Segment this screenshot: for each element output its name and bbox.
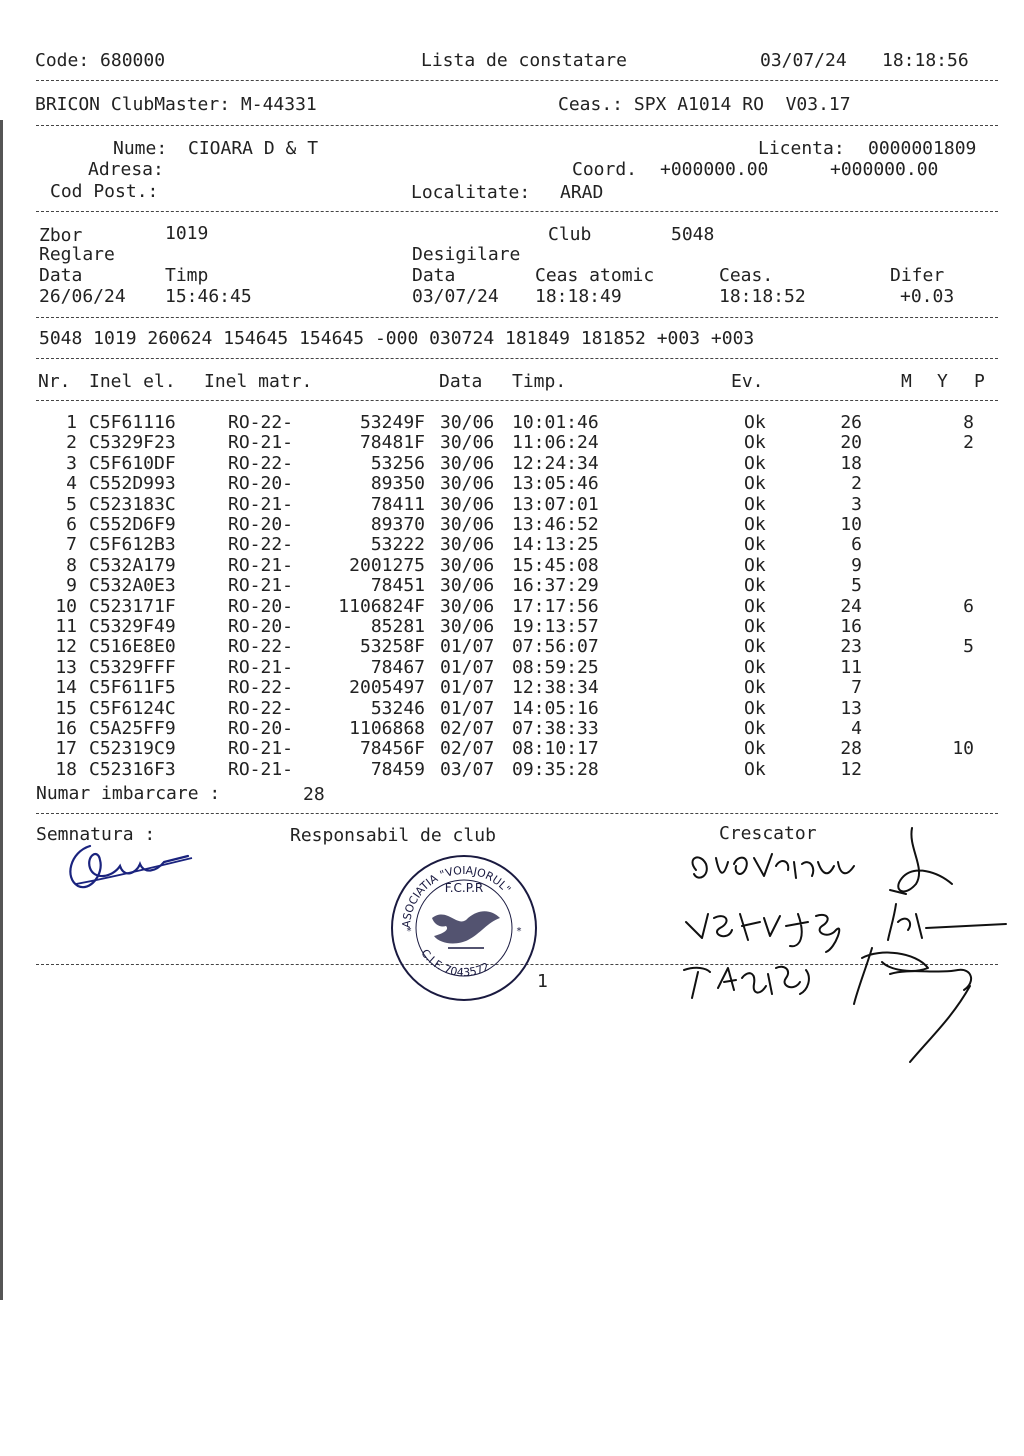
row-date: 30/06	[440, 452, 495, 474]
svg-text:C.I.F. 7043572	[418, 947, 491, 979]
coord-label: Coord.	[572, 159, 638, 180]
row-ring-number: 78459	[370, 758, 425, 780]
row-nr: 15	[55, 697, 77, 719]
localitate-value: ARAD	[560, 182, 604, 203]
ceas-atomic-label: Ceas atomic	[535, 265, 655, 286]
row-ev: Ok	[744, 554, 766, 576]
stamp-top-text: ASOCIATIA "VOIAJORUL"	[399, 863, 514, 929]
row-ring-prefix: RO-20-	[228, 514, 294, 535]
row-m: 26	[840, 412, 862, 433]
row-date: 30/06	[440, 432, 495, 454]
row-date: 30/06	[440, 616, 495, 637]
row-ring-prefix: RO-21-	[228, 738, 294, 760]
row-ring-number: 53249F	[359, 412, 425, 433]
row-nr: 16	[55, 718, 77, 739]
desig-data: 03/07/24	[412, 286, 499, 307]
row-m: 20	[840, 432, 862, 454]
row-ring-prefix: RO-22-	[228, 636, 294, 658]
col-header-nr: Nr.	[38, 371, 71, 392]
coord-y: +000000.00	[830, 159, 939, 180]
row-ev: Ok	[744, 656, 766, 678]
row-ev: Ok	[744, 677, 766, 699]
row-m: 9	[851, 554, 862, 576]
row-m: 24	[840, 595, 862, 617]
zbor-value: 1019	[165, 223, 209, 244]
row-inel-el: C523171F	[89, 595, 176, 617]
row-date: 30/06	[440, 473, 495, 495]
licence-number: 0000001809	[868, 138, 977, 159]
row-date: 03/07	[440, 758, 495, 780]
row-inel-el: C523183C	[89, 493, 176, 515]
row-ring-prefix: RO-21-	[228, 575, 294, 597]
row-ring-number: 2001275	[349, 554, 425, 576]
row-time: 17:17:56	[512, 595, 599, 617]
row-date: 30/06	[440, 554, 495, 576]
row-ev: Ok	[744, 636, 766, 658]
ceas-atomic-value: 18:18:49	[535, 286, 622, 307]
row-ring-number: 78467	[370, 656, 425, 678]
row-date: 30/06	[440, 575, 495, 597]
row-nr: 5	[66, 493, 77, 515]
row-ring-prefix: RO-21-	[228, 493, 294, 515]
row-ring-number: 2005497	[349, 677, 425, 699]
row-ev: Ok	[744, 575, 766, 597]
row-nr: 1	[66, 412, 77, 433]
row-m: 2	[851, 473, 862, 495]
row-inel-el: C552D6F9	[89, 514, 176, 535]
code-label: Code: 680000	[35, 50, 166, 71]
row-m: 4	[851, 718, 862, 739]
row-ev: Ok	[744, 493, 766, 515]
print-date: 03/07/24	[760, 50, 847, 71]
row-ev: Ok	[744, 738, 766, 760]
row-inel-el: C5F610DF	[89, 452, 176, 474]
row-ring-number: 1106824F	[338, 595, 425, 617]
row-nr: 6	[66, 514, 77, 535]
row-ring-prefix: RO-22-	[228, 412, 294, 433]
row-nr: 17	[55, 738, 77, 760]
row-ring-prefix: RO-21-	[228, 432, 294, 454]
row-date: 30/06	[440, 534, 495, 556]
separator	[36, 317, 998, 318]
row-ev: Ok	[744, 412, 766, 433]
row-m: 11	[840, 656, 862, 678]
row-m: 16	[840, 616, 862, 637]
row-nr: 13	[55, 656, 77, 678]
row-time: 09:35:28	[512, 758, 599, 780]
crescator-label: Crescator	[719, 823, 817, 844]
row-time: 10:01:46	[512, 412, 599, 433]
row-ring-number: 85281	[370, 616, 425, 637]
row-time: 14:05:16	[512, 697, 599, 719]
row-ev: Ok	[744, 473, 766, 495]
row-time: 07:56:07	[512, 636, 599, 658]
row-ev: Ok	[744, 616, 766, 637]
row-m: 5	[851, 575, 862, 597]
row-nr: 18	[55, 758, 77, 780]
row-nr: 3	[66, 452, 77, 474]
row-time: 08:10:17	[512, 738, 599, 760]
row-date: 01/07	[440, 697, 495, 719]
row-p: 8	[963, 412, 974, 433]
row-ring-prefix: RO-22-	[228, 697, 294, 719]
club-stamp	[388, 852, 540, 1004]
row-time: 11:06:24	[512, 432, 599, 454]
row-nr: 14	[55, 677, 77, 699]
row-p: 5	[963, 636, 974, 658]
reglare-data: 26/06/24	[39, 286, 126, 307]
row-ev: Ok	[744, 432, 766, 454]
row-m: 7	[851, 677, 862, 699]
row-inel-el: C532A0E3	[89, 575, 176, 597]
stamp-bottom-text: C.I.F. 7043572	[418, 946, 492, 980]
separator	[36, 358, 998, 359]
row-inel-el: C5329F23	[89, 432, 176, 454]
club-label: Club	[548, 224, 592, 245]
imbarcare-label: Numar imbarcare :	[36, 783, 221, 804]
difer-value: +0.03	[900, 286, 955, 307]
document-title: Lista de constatare	[421, 50, 627, 71]
row-time: 07:38:33	[512, 718, 599, 739]
nume-label: Nume:	[113, 138, 168, 159]
row-date: 01/07	[440, 656, 495, 678]
row-m: 12	[840, 758, 862, 780]
row-inel-el: C5329FFF	[89, 656, 176, 678]
row-ev: Ok	[744, 452, 766, 474]
row-time: 13:05:46	[512, 473, 599, 495]
print-time: 18:18:56	[882, 50, 969, 71]
row-date: 30/06	[440, 493, 495, 515]
clubmaster-id: BRICON ClubMaster: M-44331	[35, 94, 317, 115]
row-inel-el: C52319C9	[89, 738, 176, 760]
row-ring-prefix: RO-22-	[228, 452, 294, 474]
row-ring-prefix: RO-20-	[228, 595, 294, 617]
row-inel-el: C52316F3	[89, 758, 176, 780]
col-header-inel-el: Inel el.	[89, 371, 176, 392]
svg-text:*: *	[406, 926, 413, 937]
row-time: 15:45:08	[512, 554, 599, 576]
row-ev: Ok	[744, 595, 766, 617]
separator	[36, 211, 998, 212]
row-nr: 10	[55, 595, 77, 617]
reglare-timp: 15:46:45	[165, 286, 252, 307]
row-p: 2	[963, 432, 974, 454]
owner-name: CIOARA D & T	[188, 138, 319, 159]
imbarcare-value: 28	[303, 784, 325, 805]
col-header-timp: Timp.	[512, 371, 567, 392]
row-m: 28	[840, 738, 862, 760]
row-ring-prefix: RO-22-	[228, 534, 294, 556]
row-m: 6	[851, 534, 862, 556]
reglare-label: Reglare	[39, 244, 115, 265]
row-ring-prefix: RO-20-	[228, 616, 294, 637]
row-ev: Ok	[744, 758, 766, 780]
row-ring-prefix: RO-20-	[228, 473, 294, 495]
svg-text:*: *	[516, 926, 523, 937]
row-ev: Ok	[744, 514, 766, 535]
col-header-p: P	[974, 371, 985, 392]
desig-data-label: Data	[412, 265, 456, 286]
row-ring-number: 53258F	[359, 636, 425, 658]
club-value: 5048	[671, 224, 715, 245]
row-ring-prefix: RO-21-	[228, 758, 294, 780]
licenta-label: Licenta:	[758, 138, 845, 159]
row-time: 12:24:34	[512, 452, 599, 474]
row-date: 01/07	[440, 636, 495, 658]
row-inel-el: C532A179	[89, 554, 176, 576]
row-date: 30/06	[440, 595, 495, 617]
row-ev: Ok	[744, 534, 766, 556]
row-time: 19:13:57	[512, 616, 599, 637]
separator	[36, 80, 998, 81]
row-date: 02/07	[440, 718, 495, 739]
ceas-value: 18:18:52	[719, 286, 806, 307]
separator	[36, 125, 998, 126]
row-nr: 4	[66, 473, 77, 495]
stamp-center-text: F.C.P.R	[444, 881, 484, 895]
row-date: 30/06	[440, 514, 495, 535]
row-nr: 2	[66, 432, 77, 454]
row-nr: 8	[66, 554, 77, 576]
row-ev: Ok	[744, 697, 766, 719]
row-ring-number: 1106868	[349, 718, 425, 739]
row-ring-prefix: RO-20-	[228, 718, 294, 739]
row-ring-prefix: RO-22-	[228, 677, 294, 699]
adresa-label: Adresa:	[88, 159, 164, 180]
row-ring-number: 78481F	[359, 432, 425, 454]
row-time: 16:37:29	[512, 575, 599, 597]
col-header-ev: Ev.	[731, 371, 764, 392]
row-ring-number: 78456F	[359, 738, 425, 760]
row-inel-el: C5A25FF9	[89, 718, 176, 739]
code-line: 5048 1019 260624 154645 154645 -000 030724 181849 181852 +003 +003	[39, 328, 755, 349]
row-date: 01/07	[440, 677, 495, 699]
handwritten-signatures-right	[676, 818, 1006, 1068]
row-time: 13:07:01	[512, 493, 599, 515]
row-inel-el: C552D993	[89, 473, 176, 495]
row-ring-number: 53256	[370, 452, 425, 474]
row-time: 12:38:34	[512, 677, 599, 699]
row-nr: 11	[55, 616, 77, 637]
row-time: 14:13:25	[512, 534, 599, 556]
localitate-label: Localitate:	[411, 182, 531, 203]
row-nr: 12	[55, 636, 77, 658]
row-m: 18	[840, 452, 862, 474]
row-nr: 9	[66, 575, 77, 597]
row-inel-el: C5329F49	[89, 616, 176, 637]
row-m: 23	[840, 636, 862, 658]
row-inel-el: C5F6124C	[89, 697, 176, 719]
row-ring-number: 89350	[370, 473, 425, 495]
row-inel-el: C516E8E0	[89, 636, 176, 658]
semnatura-label: Semnatura :	[36, 824, 156, 845]
row-nr: 7	[66, 534, 77, 556]
difer-label: Difer	[890, 265, 945, 286]
codpost-label: Cod Post.:	[50, 181, 159, 202]
row-ev: Ok	[744, 718, 766, 739]
col-header-inel-matr: Inel matr.	[204, 371, 313, 392]
row-ring-number: 53222	[370, 534, 425, 556]
row-p: 6	[963, 595, 974, 617]
col-header-data: Data	[439, 371, 483, 392]
separator	[36, 400, 998, 401]
page-number: 1	[537, 971, 548, 992]
row-date: 02/07	[440, 738, 495, 760]
reglare-timp-label: Timp	[165, 265, 209, 286]
row-time: 08:59:25	[512, 656, 599, 678]
reglare-data-label: Data	[39, 265, 83, 286]
row-time: 13:46:52	[512, 514, 599, 535]
clock-id: Ceas.: SPX A1014 RO V03.17	[558, 94, 851, 115]
row-ring-number: 89370	[370, 514, 425, 535]
row-ring-prefix: RO-21-	[228, 656, 294, 678]
row-m: 13	[840, 697, 862, 719]
row-ring-number: 53246	[370, 697, 425, 719]
separator	[36, 813, 998, 814]
zbor-label: Zbor	[39, 225, 83, 246]
row-inel-el: C5F61116	[89, 412, 176, 433]
row-p: 10	[952, 738, 974, 760]
col-header-m: M	[901, 371, 912, 392]
row-inel-el: C5F611F5	[89, 677, 176, 699]
col-header-y: Y	[937, 371, 948, 392]
coord-x: +000000.00	[660, 159, 769, 180]
row-m: 10	[840, 514, 862, 535]
desigilare-label: Desigilare	[412, 244, 521, 265]
handwritten-signature-left	[60, 838, 200, 898]
row-inel-el: C5F612B3	[89, 534, 176, 556]
row-ring-prefix: RO-21-	[228, 554, 294, 576]
row-m: 3	[851, 493, 862, 515]
responsabil-label: Responsabil de club	[290, 825, 496, 846]
row-ring-number: 78451	[370, 575, 425, 597]
ceas-label: Ceas.	[719, 265, 774, 286]
row-date: 30/06	[440, 412, 495, 433]
row-ring-number: 78411	[370, 493, 425, 515]
